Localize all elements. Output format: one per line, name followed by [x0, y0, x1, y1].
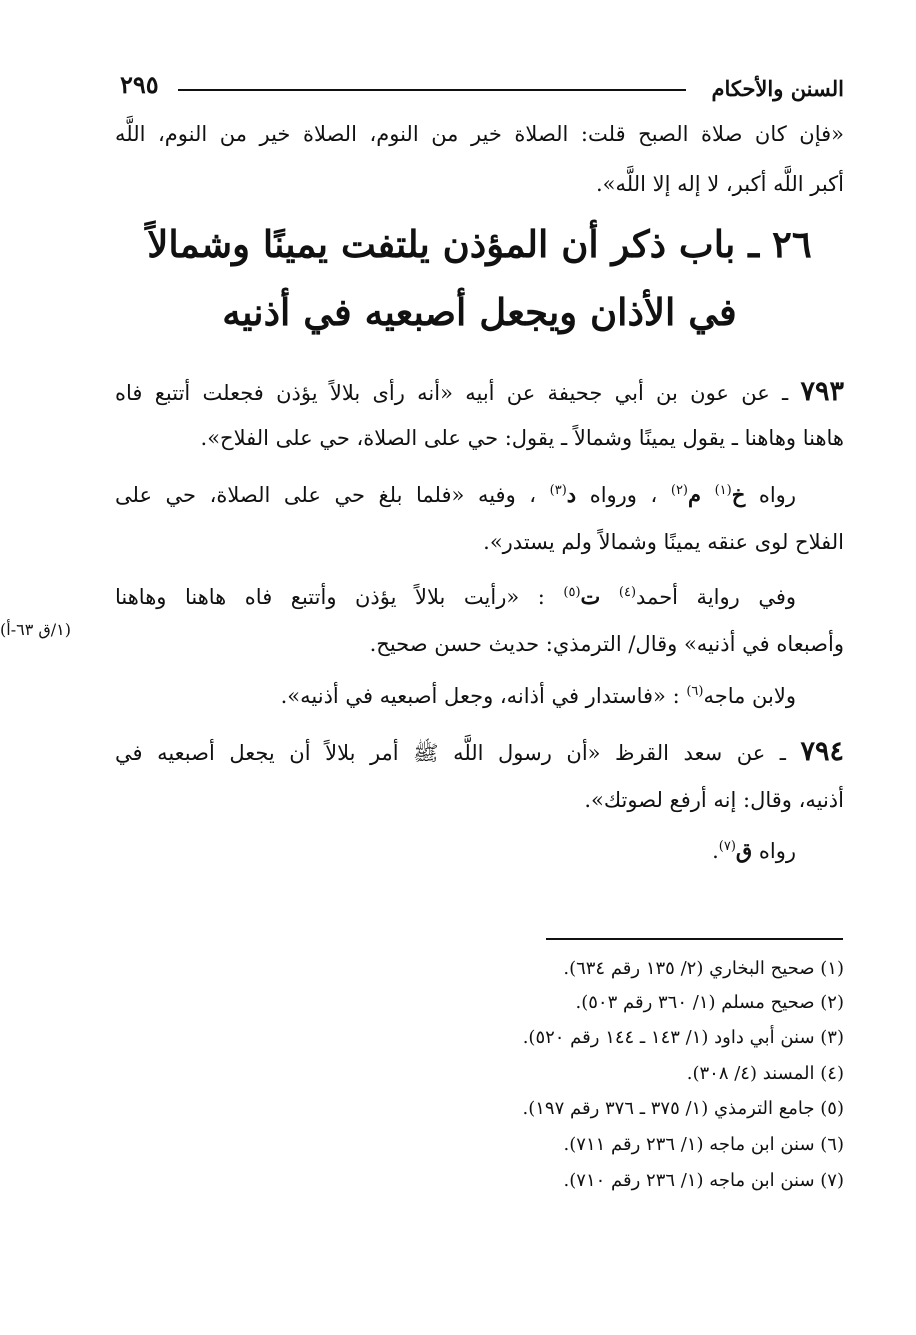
footnote: (٦) سنن ابن ماجه (١/ ٢٣٦ رقم ٧١١).	[563, 1134, 844, 1155]
riwaya-text: وفي رواية أحمد	[636, 585, 797, 609]
intro-line-2: أكبر اللَّه أكبر، لا إله إلا اللَّه».	[595, 172, 844, 196]
hadith-793-riwaya-2: الفلاح لوى عنقه يمينًا وشمالاً ولم يستدر».	[483, 530, 844, 554]
riwaya-text: : «فاستدار في أذانه، وجعل أصبعيه في أذنيه».	[280, 684, 680, 708]
riwaya-text: ولابن ماجه	[703, 684, 796, 708]
footnote: (٥) جامع الترمذي (١/ ٣٧٥ ـ ٣٧٦ رقم ١٩٧).	[522, 1098, 844, 1119]
riwaya-text: ، وفيه «فلما بلغ حي على الصلاة، حي على	[115, 483, 537, 507]
footnote-ref-7: (٧)	[718, 839, 736, 854]
footnote: (٣) سنن أبي داود (١/ ١٤٣ ـ ١٤٤ رقم ٥٢٠).	[522, 1027, 844, 1048]
footnote-ref-1: (١)	[714, 483, 732, 498]
footnote-separator	[546, 938, 843, 940]
riwaya-text: رواه	[758, 483, 796, 507]
riwaya-text: : «رأيت بلالاً يؤذن وأتتبع فاه هاهنا وهاهنا	[115, 585, 545, 609]
footnote-ref-3: (٣)	[549, 483, 567, 498]
riwaya-text: ، ورواه	[589, 483, 658, 507]
source-code-d: د	[566, 482, 577, 507]
intro-line-1: «فإن كان صلاة الصبح قلت: الصلاة خير من النوم، الصلاة خير من النوم، اللَّه	[115, 122, 844, 146]
hadith-number: ٧٩٤	[800, 736, 844, 767]
footnote: (٧) سنن ابن ماجه (١/ ٢٣٦ رقم ٧١٠).	[563, 1170, 844, 1191]
footnote: (١) صحيح البخاري (٢/ ١٣٥ رقم ٦٣٤).	[563, 958, 844, 979]
hadith-793-riwaya-1	[115, 482, 796, 507]
hadith-793-ibn-majah	[115, 684, 796, 708]
footnote-ref-5: (٥)	[563, 585, 581, 600]
source-code-q: ق	[735, 838, 753, 863]
hadith-793-ahmad-1	[115, 584, 796, 609]
footnote-ref-4: (٤)	[618, 585, 637, 600]
source-code-kh: خ	[731, 482, 746, 507]
hadith-number: ٧٩٣	[800, 376, 844, 407]
running-header	[120, 62, 844, 102]
hadith-text: ـ عن عون بن أبي جحيفة عن أبيه «أنه رأى بلالاً يؤذن فجعلت أتتبع فاه	[115, 381, 789, 405]
source-code-m: م	[688, 482, 702, 507]
footnote-ref-2: (٢)	[670, 483, 688, 498]
hadith-793-ahmad-2: وأصبعاه في أذنيه» وقال/ الترمذي: حديث حسن صحيح.	[369, 632, 844, 656]
manuscript-margin-note: (١/ق ٦٣-أ)	[0, 620, 72, 639]
hadith-793-line-2: هاهنا وهاهنا ـ يقول يمينًا وشمالاً ـ يقول: حي على الصلاة، حي على الفلاح».	[200, 426, 844, 450]
hadith-794-riwaya	[115, 838, 796, 863]
period: .	[712, 839, 719, 863]
hadith-793-line-1	[115, 376, 844, 407]
riwaya-text: رواه	[758, 839, 796, 863]
header-rule	[178, 89, 686, 91]
hadith-794-line-2: أذنيه، وقال: إنه أرفع لصوتك».	[584, 788, 844, 812]
header-title: السنن والأحكام	[711, 76, 844, 101]
chapter-heading-line-2: في الأذان ويجعل أصبعيه في أذنيه	[222, 290, 737, 334]
footnote: (٤) المسند (٤/ ٣٠٨).	[686, 1063, 844, 1084]
source-code-t: ت	[580, 584, 601, 609]
chapter-heading-line-1: ٢٦ ـ باب ذكر أن المؤذن يلتفت يمينًا وشمالاً	[147, 222, 812, 266]
footnote: (٢) صحيح مسلم (١/ ٣٦٠ رقم ٥٠٣).	[575, 992, 844, 1013]
hadith-794-line-1	[115, 736, 844, 771]
footnote-ref-6: (٦)	[686, 684, 704, 699]
hadith-text: ـ عن سعد القرظ «أن رسول اللَّه ﷺ أمر بلالاً أن يجعل أصبعيه في	[115, 741, 786, 765]
page-number: ٢٩٥	[120, 70, 159, 99]
